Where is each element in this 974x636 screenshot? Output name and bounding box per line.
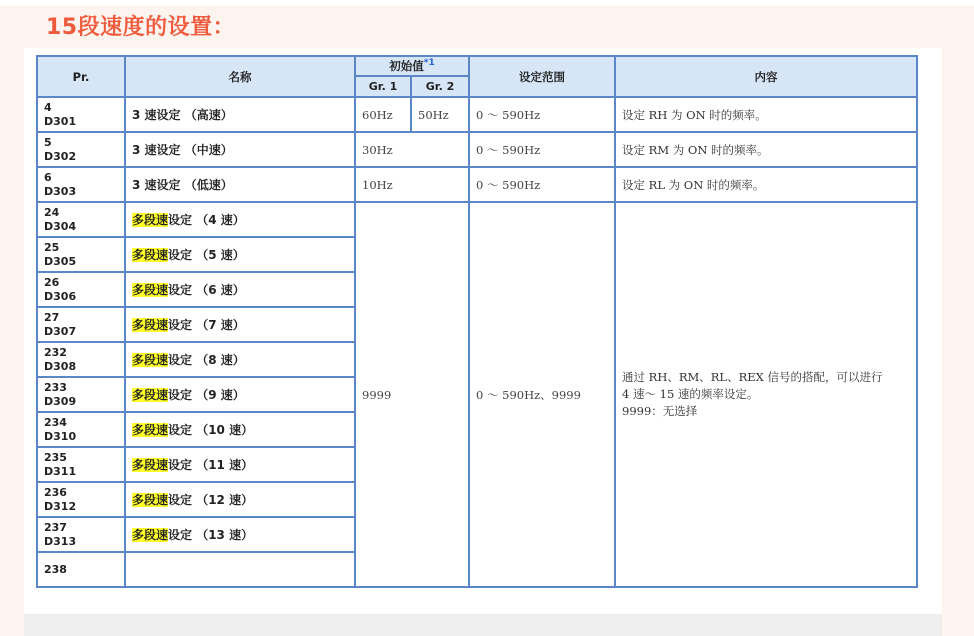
pr-number: 6 [44,170,52,184]
highlighted-term: 多段速 [132,458,169,472]
highlighted-term: 多段速 [132,528,169,542]
initial-gr1-cell: 60Hz [355,97,411,132]
table-row [37,167,917,202]
pr-code: D312 [44,499,77,513]
pr-number: 232 [44,345,67,359]
pr-code: D308 [44,359,77,373]
table-row [37,97,917,132]
name-cell [125,377,355,412]
pr-number: 26 [44,275,60,289]
content-line: 通过 RH、RM、RL、REX 信号的搭配，可以进行 [622,370,883,384]
pr-number: 27 [44,310,60,324]
content-line: 9999：无选择 [622,404,698,418]
pr-code: D313 [44,534,77,548]
content-cell: 设定 RM 为 ON 时的频率。 [615,132,917,167]
footnote-marker: *1 [423,58,435,69]
pr-number: 4 [44,100,52,114]
header-gr2: Gr. 2 [411,76,469,97]
name-suffix: 设定 （4 速） [168,213,245,227]
pr-cell [37,202,125,237]
highlighted-term: 多段速 [132,423,169,437]
name-suffix: 设定 （10 速） [168,423,254,437]
document-page [24,48,942,614]
content-line: 4 速～ 15 速的频率设定。 [622,387,759,401]
initial-cell: 9999 [355,202,469,587]
name-cell [125,412,355,447]
name-cell [125,202,355,237]
parameter-table [36,55,918,588]
pr-cell [37,517,125,552]
name-cell: 3 速设定 （中速） [125,132,355,167]
pr-cell [37,447,125,482]
pr-number: 235 [44,450,67,464]
initial-cell: 30Hz [355,132,469,167]
pr-cell [37,552,125,587]
pr-code: D309 [44,394,77,408]
pr-cell [37,342,125,377]
top-strip [0,0,974,6]
table-row [37,132,917,167]
section-title: 15段速度的设置： [46,15,236,40]
highlighted-term: 多段速 [132,388,169,402]
content-cell: 设定 RH 为 ON 时的频率。 [615,97,917,132]
pr-cell [37,272,125,307]
header-content: 内容 [615,56,917,97]
range-cell: 0 ～ 590Hz [469,167,615,202]
pr-code: D302 [44,149,77,163]
header-pr: Pr. [37,56,125,97]
range-cell: 0 ～ 590Hz [469,132,615,167]
highlighted-term: 多段速 [132,318,169,332]
pr-number: 236 [44,485,67,499]
pr-cell [37,237,125,272]
name-suffix: 设定 （6 速） [168,283,245,297]
highlighted-term: 多段速 [132,493,169,507]
pr-number: 24 [44,205,60,219]
pr-number: 234 [44,415,67,429]
initial-gr2-cell: 50Hz [411,97,469,132]
content-cell: 设定 RL 为 ON 时的频率。 [615,167,917,202]
pr-code: D306 [44,289,77,303]
initial-cell: 10Hz [355,167,469,202]
highlighted-term: 多段速 [132,353,169,367]
name-suffix: 设定 （12 速） [168,493,254,507]
bottom-band [24,614,942,636]
name-cell [125,272,355,307]
header-range: 设定范围 [469,56,615,97]
name-suffix: 设定 （8 速） [168,353,245,367]
range-cell: 0 ～ 590Hz [469,97,615,132]
highlighted-term: 多段速 [132,248,169,262]
pr-number: 237 [44,520,67,534]
header-name: 名称 [125,56,355,97]
pr-cell [37,97,125,132]
name-cell [125,447,355,482]
content-cell [615,202,917,587]
pr-cell [37,412,125,447]
pr-code: D311 [44,464,77,478]
pr-number: 233 [44,380,67,394]
header-initial-label: 初始值 [389,59,424,73]
header-gr1: Gr. 1 [355,76,411,97]
highlighted-term: 多段速 [132,213,169,227]
header-initial [355,56,469,76]
pr-code: D304 [44,219,77,233]
pr-number: 5 [44,135,52,149]
name-cell [125,342,355,377]
pr-code: D305 [44,254,77,268]
pr-cell [37,132,125,167]
pr-cell [37,377,125,412]
table-row [37,202,917,237]
name-suffix: 设定 （7 速） [168,318,245,332]
name-cell [125,237,355,272]
name-suffix: 设定 （13 速） [168,528,254,542]
name-cell: 3 速设定 （高速） [125,97,355,132]
pr-number: 238 [44,562,67,576]
pr-cell [37,482,125,517]
highlighted-term: 多段速 [132,283,169,297]
pr-cell [37,167,125,202]
name-cell: 3 速设定 （低速） [125,167,355,202]
range-cell: 0 ～ 590Hz、9999 [469,202,615,587]
pr-code: D303 [44,184,77,198]
pr-code: D301 [44,114,77,128]
pr-number: 25 [44,240,60,254]
name-suffix: 设定 （11 速） [168,458,254,472]
pr-code: D307 [44,324,77,338]
name-cell [125,552,355,587]
pr-cell [37,307,125,342]
name-suffix: 设定 （5 速） [168,248,245,262]
name-cell [125,517,355,552]
name-cell [125,307,355,342]
pr-code: D310 [44,429,77,443]
name-suffix: 设定 （9 速） [168,388,245,402]
name-cell [125,482,355,517]
